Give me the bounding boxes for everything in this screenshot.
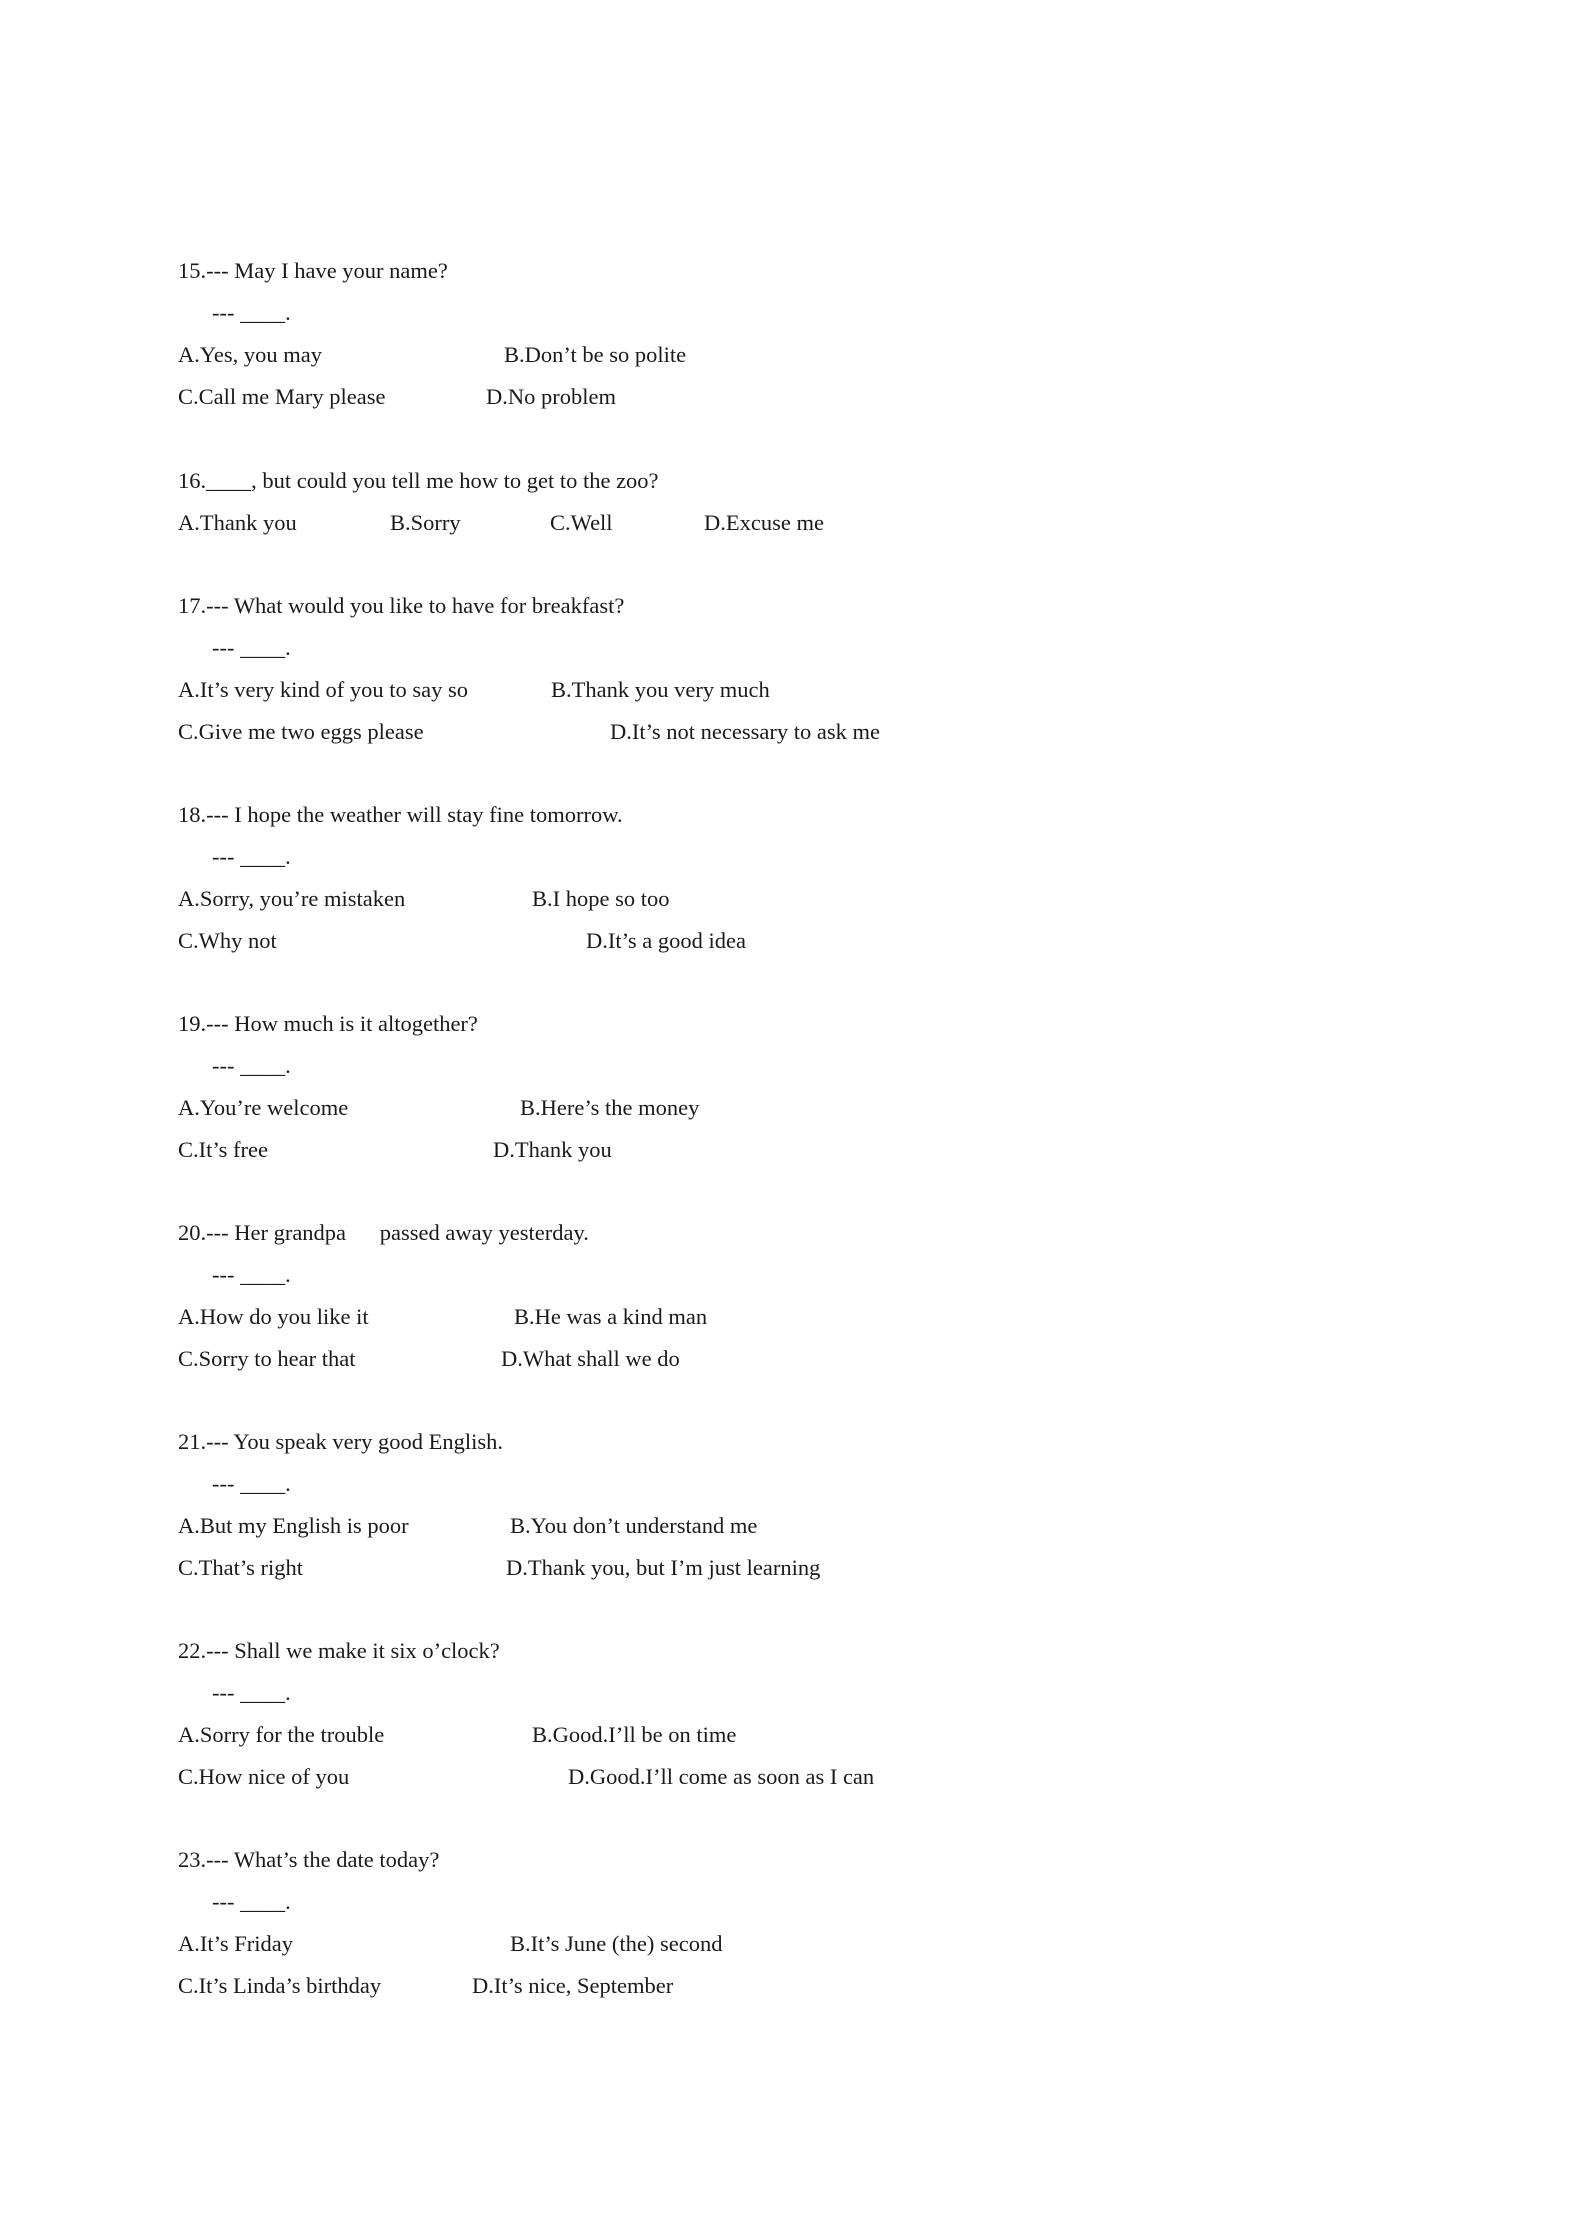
question-23-response: --- ____. bbox=[212, 1889, 291, 1914]
question-22-option-d: D.Good.I’ll come as soon as I can bbox=[568, 1764, 875, 1789]
question-text: --- You speak very good English. bbox=[206, 1429, 503, 1454]
question-19-option-a: A.You’re welcome bbox=[178, 1095, 349, 1120]
question-17-option-b: B.Thank you very much bbox=[551, 677, 770, 702]
question-text: --- May I have your name? bbox=[206, 258, 448, 283]
question-17-option-a: A.It’s very kind of you to say so bbox=[178, 677, 468, 702]
question-18-option-b: B.I hope so too bbox=[532, 886, 670, 911]
question-20-option-d: D.What shall we do bbox=[501, 1346, 680, 1371]
question-22-stem bbox=[178, 1636, 500, 1666]
question-18-response: --- ____. bbox=[212, 844, 291, 869]
question-number: 20. bbox=[178, 1220, 207, 1245]
question-text: --- I hope the weather will stay fine tomorrow. bbox=[206, 802, 623, 827]
question-19-response: --- ____. bbox=[212, 1053, 291, 1078]
question-number: 19. bbox=[178, 1011, 207, 1036]
question-15-option-b: B.Don’t be so polite bbox=[504, 342, 687, 367]
question-19-stem bbox=[178, 1009, 478, 1039]
question-16-option-b: B.Sorry bbox=[390, 510, 461, 535]
question-19-option-d: D.Thank you bbox=[493, 1137, 612, 1162]
question-21-option-c: C.That’s right bbox=[178, 1555, 303, 1580]
question-20-option-a: A.How do you like it bbox=[178, 1304, 369, 1329]
question-19-option-b: B.Here’s the money bbox=[520, 1095, 700, 1120]
question-21-option-d: D.Thank you, but I’m just learning bbox=[506, 1555, 821, 1580]
question-15-option-d: D.No problem bbox=[486, 384, 616, 409]
question-20-option-b: B.He was a kind man bbox=[514, 1304, 708, 1329]
question-15-stem bbox=[178, 256, 448, 286]
question-21-stem bbox=[178, 1427, 503, 1457]
question-18-stem bbox=[178, 800, 623, 830]
question-20-response: --- ____. bbox=[212, 1262, 291, 1287]
question-23-stem bbox=[178, 1845, 439, 1875]
question-17-option-d: D.It’s not necessary to ask me bbox=[610, 719, 880, 744]
question-19-option-c: C.It’s free bbox=[178, 1137, 268, 1162]
question-16-option-c: C.Well bbox=[550, 510, 613, 535]
question-22-option-c: C.How nice of you bbox=[178, 1764, 350, 1789]
question-15-option-c: C.Call me Mary please bbox=[178, 384, 386, 409]
question-number: 21. bbox=[178, 1429, 207, 1454]
question-21-option-b: B.You don’t understand me bbox=[510, 1513, 758, 1538]
question-17-stem bbox=[178, 591, 624, 621]
question-17-response: --- ____. bbox=[212, 635, 291, 660]
question-22-response: --- ____. bbox=[212, 1680, 291, 1705]
question-21-option-a: A.But my English is poor bbox=[178, 1513, 409, 1538]
question-20-option-c: C.Sorry to hear that bbox=[178, 1346, 356, 1371]
question-18-option-c: C.Why not bbox=[178, 928, 277, 953]
question-text: --- What’s the date today? bbox=[206, 1847, 440, 1872]
question-number: 17. bbox=[178, 593, 207, 618]
question-16-option-a: A.Thank you bbox=[178, 510, 297, 535]
question-18-option-a: A.Sorry, you’re mistaken bbox=[178, 886, 406, 911]
question-18-option-d: D.It’s a good idea bbox=[586, 928, 746, 953]
question-23-option-b: B.It’s June (the) second bbox=[510, 1931, 723, 1956]
question-23-option-d: D.It’s nice, September bbox=[472, 1973, 674, 1998]
question-number: 23. bbox=[178, 1847, 207, 1872]
question-15-response: --- ____. bbox=[212, 300, 291, 325]
question-16-option-d: D.Excuse me bbox=[704, 510, 824, 535]
question-21-response: --- ____. bbox=[212, 1471, 291, 1496]
question-number: 15. bbox=[178, 258, 207, 283]
question-number: 18. bbox=[178, 802, 207, 827]
question-text: ____, but could you tell me how to get to the zoo? bbox=[206, 468, 659, 493]
question-text: --- How much is it altogether? bbox=[206, 1011, 478, 1036]
question-23-option-c: C.It’s Linda’s birthday bbox=[178, 1973, 382, 1998]
question-23-option-a: A.It’s Friday bbox=[178, 1931, 293, 1956]
question-text: --- What would you like to have for breakfast? bbox=[206, 593, 625, 618]
question-text: --- Her grandpa passed away yesterday. bbox=[206, 1220, 589, 1245]
question-number: 22. bbox=[178, 1638, 207, 1663]
question-22-option-a: A.Sorry for the trouble bbox=[178, 1722, 385, 1747]
question-17-option-c: C.Give me two eggs please bbox=[178, 719, 424, 744]
question-20-stem bbox=[178, 1218, 589, 1248]
question-15-option-a: A.Yes, you may bbox=[178, 342, 322, 367]
question-22-option-b: B.Good.I’ll be on time bbox=[532, 1722, 737, 1747]
question-number: 16. bbox=[178, 468, 207, 493]
question-text: --- Shall we make it six o’clock? bbox=[206, 1638, 500, 1663]
question-16-stem bbox=[178, 466, 659, 496]
